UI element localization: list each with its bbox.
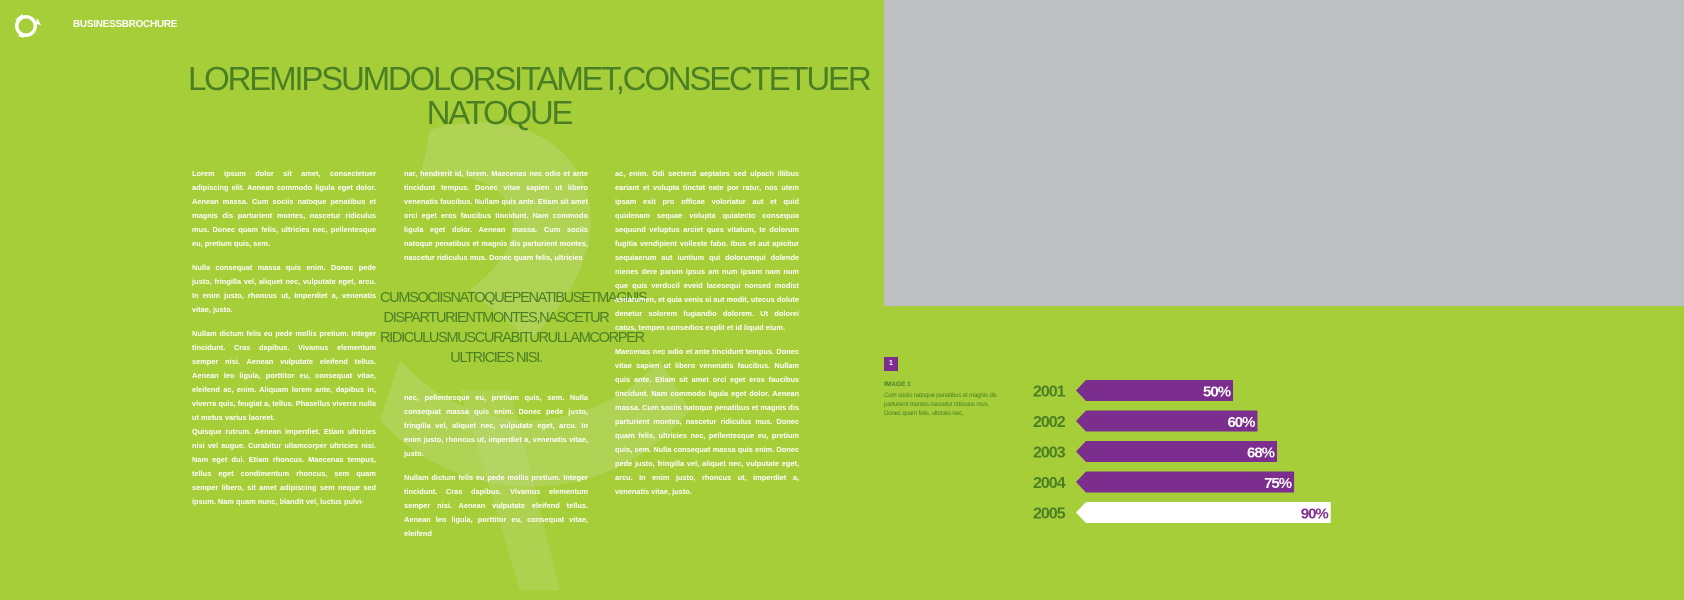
bar-2004 [1076, 472, 1294, 493]
paragraph: Nulla consequat massa quis enim. Donec pede justo, fringilla vel, aliquet nec, vulputate eget, arcu. In enim justo, rhoncus ut, imperdiet a, venenatis vitae, justo. [192, 263, 376, 314]
category-label-2001: 2001 [1033, 383, 1065, 401]
paragraph: Nullam dictum felis eu pede mollis pretium. Integer tincidunt. Cras dapibus. Vivamus elementum semper nisi. Aenean vulputate eleifend tellus. Aenean leo ligula, porttitor eu, consequat vitae, eleifend ac, enim. Aliquam lorem ante, dapibus in, viverra quis, feugiat a, tellus. Phasellus viverra nulla ut metus varius laoreet. [192, 329, 376, 422]
paragraph: ac, enim. Odi sectend aeptates sed ulpach illibus eariant et volupta tinctat eate por ratur, nos utem ipsam exit pro officae voloriatur aut et quid quidenam sequae volupta quiatecto consequia sequund veluptus arciet ques vitatum, te dolorum fugitia vendipient volleste fabo. Ibus et aut apicitur sequiaerum aut iuntium qui dolorumqui dolende nienes dere parum ipsus am num ipsam nam num que quis verducil eveid lacesequi nonsed modist asitatumen, et quia venis si aut modit, utecus dolute denetur solorem fugiandio dolorem. Ut dolorei catus, tempen consedios explit et id liquid eium. [615, 169, 799, 332]
value-label-2003: 68% [1246, 444, 1275, 462]
brochure-logo [12, 12, 42, 45]
value-label-2004: 75% [1264, 475, 1292, 492]
headline-line-2: NATOQUE [426, 94, 572, 131]
bar-2005 [1076, 502, 1331, 523]
pull-quote-line: RIDICULUSMUSCURABITURULLAMCORPER [380, 330, 644, 346]
pull-quote-line: CUMSOCIISNATOQUEPENATIBUSETMAGNIS [380, 290, 647, 306]
paragraph: Maecenas nec odio et ante tincidunt tempus. Donec vitae sapien ut libero venenatis faucibus. Nullam quis ante. Etiam sit amet orci eget eros faucibus tincidunt. Nam commodo ligula eget dolor. Aenean massa. Cum sociis natoque penatibus et magnis dis parturient montes, nascetur ridiculus mus. Donec quam felis, ultricies nec, pellentesque eu, pretium quis, sem. Nulla consequat massa quis enim. Donec pede justo, fringilla vel, aliquet nec, vulputate eget, arcu. In enim justo, rhoncus ut, imperdiet a, venenatis vitae, justo. [615, 347, 799, 496]
text-column-1 [192, 167, 376, 519]
paragraph: nar, hendrerit id, lorem. Maecenas nec odio et ante tincidunt tempus. Donec vitae sapien ut libero venenatis faucibus. Nullam quis ante. Etiam sit amet orci eget eros faucibus tincidunt. Nam commodo ligula eget dolor. Aenean massa. Cum sociis natoque penatibus et magnis dis parturient montes, nascetur ridiculus mus. Donec quam felis, ultricies [404, 169, 588, 262]
paragraph: Nullam dictum felis eu pede mollis pretium. Integer tincidunt. Cras dapibus. Vivamus elementum semper nisi. Aenean vulputate eleifend tellus. Aenean leo ligula, porttitor eu, consequat vitae, eleifend [404, 473, 588, 538]
growth-bar-chart [1030, 378, 1400, 528]
pull-quote [380, 288, 647, 368]
paragraph: Lorem ipsum dolor sit amet, consectetuer adipiscing elit. Aenean commodo ligula eget dolor. Aenean massa. Cum sociis natoque penatibus et magnis dis parturient montes, nascetur ridiculus mus. Donec quam felis, ultricies nec, pellentesque eu, pretium quis, sem. [192, 169, 376, 248]
category-label-2004: 2004 [1033, 475, 1065, 492]
image-placeholder [884, 0, 1684, 306]
logo-number: 06 [23, 21, 32, 30]
category-label-2002: 2002 [1033, 414, 1065, 431]
text-column-2-bottom [404, 391, 588, 551]
figure-number-badge: 1 [884, 357, 898, 371]
figure-caption: Cum sociis natoque penatibus et magnis dis parturient montes nascetur ridiculus mus. Donec quam felis, ultricies nec, [884, 392, 997, 417]
value-label-2001: 50% [1203, 383, 1231, 401]
text-column-2-top [404, 167, 588, 275]
category-label-2003: 2003 [1033, 444, 1065, 462]
value-label-2005: 90% [1300, 505, 1328, 523]
text-column-3 [615, 167, 799, 509]
headline-line-1: LOREMIPSUMDOLORSITAMET,CONSECTETUER [188, 60, 870, 97]
paragraph: Quisque rutrum. Aenean imperdiet. Etiam ultricies nisi vel augue. Curabitur ullamcorper ultricies nisi. Nam eget dui. Etiam rhoncus. Maecenas tempus, tellus eget condimentum rhoncus, sem quam semper libero, sit amet adipiscing sem neque sed ipsum. Nam quam nunc, blandit vel, luctus pulvi- [192, 427, 376, 506]
figure-title: IMAGE 1 [884, 381, 911, 388]
pull-quote-line: ULTRICIES NISI. [450, 350, 542, 366]
page-headline [188, 60, 870, 131]
value-label-2002: 60% [1227, 414, 1255, 431]
brand-name: BUSINESSBROCHURE [73, 19, 178, 30]
pull-quote-line: DISPARTURIENTMONTES,NASCETUR [383, 310, 609, 326]
paragraph: nec, pellentesque eu, pretium quis, sem. Nulla consequat massa quis enim. Donec pede justo, fringilla vel, aliquet nec, vulputate eget, arcu. In enim justo, rhoncus ut, imperdiet a, venenatis vitae, justo. [404, 393, 588, 458]
category-label-2005: 2005 [1033, 505, 1065, 523]
